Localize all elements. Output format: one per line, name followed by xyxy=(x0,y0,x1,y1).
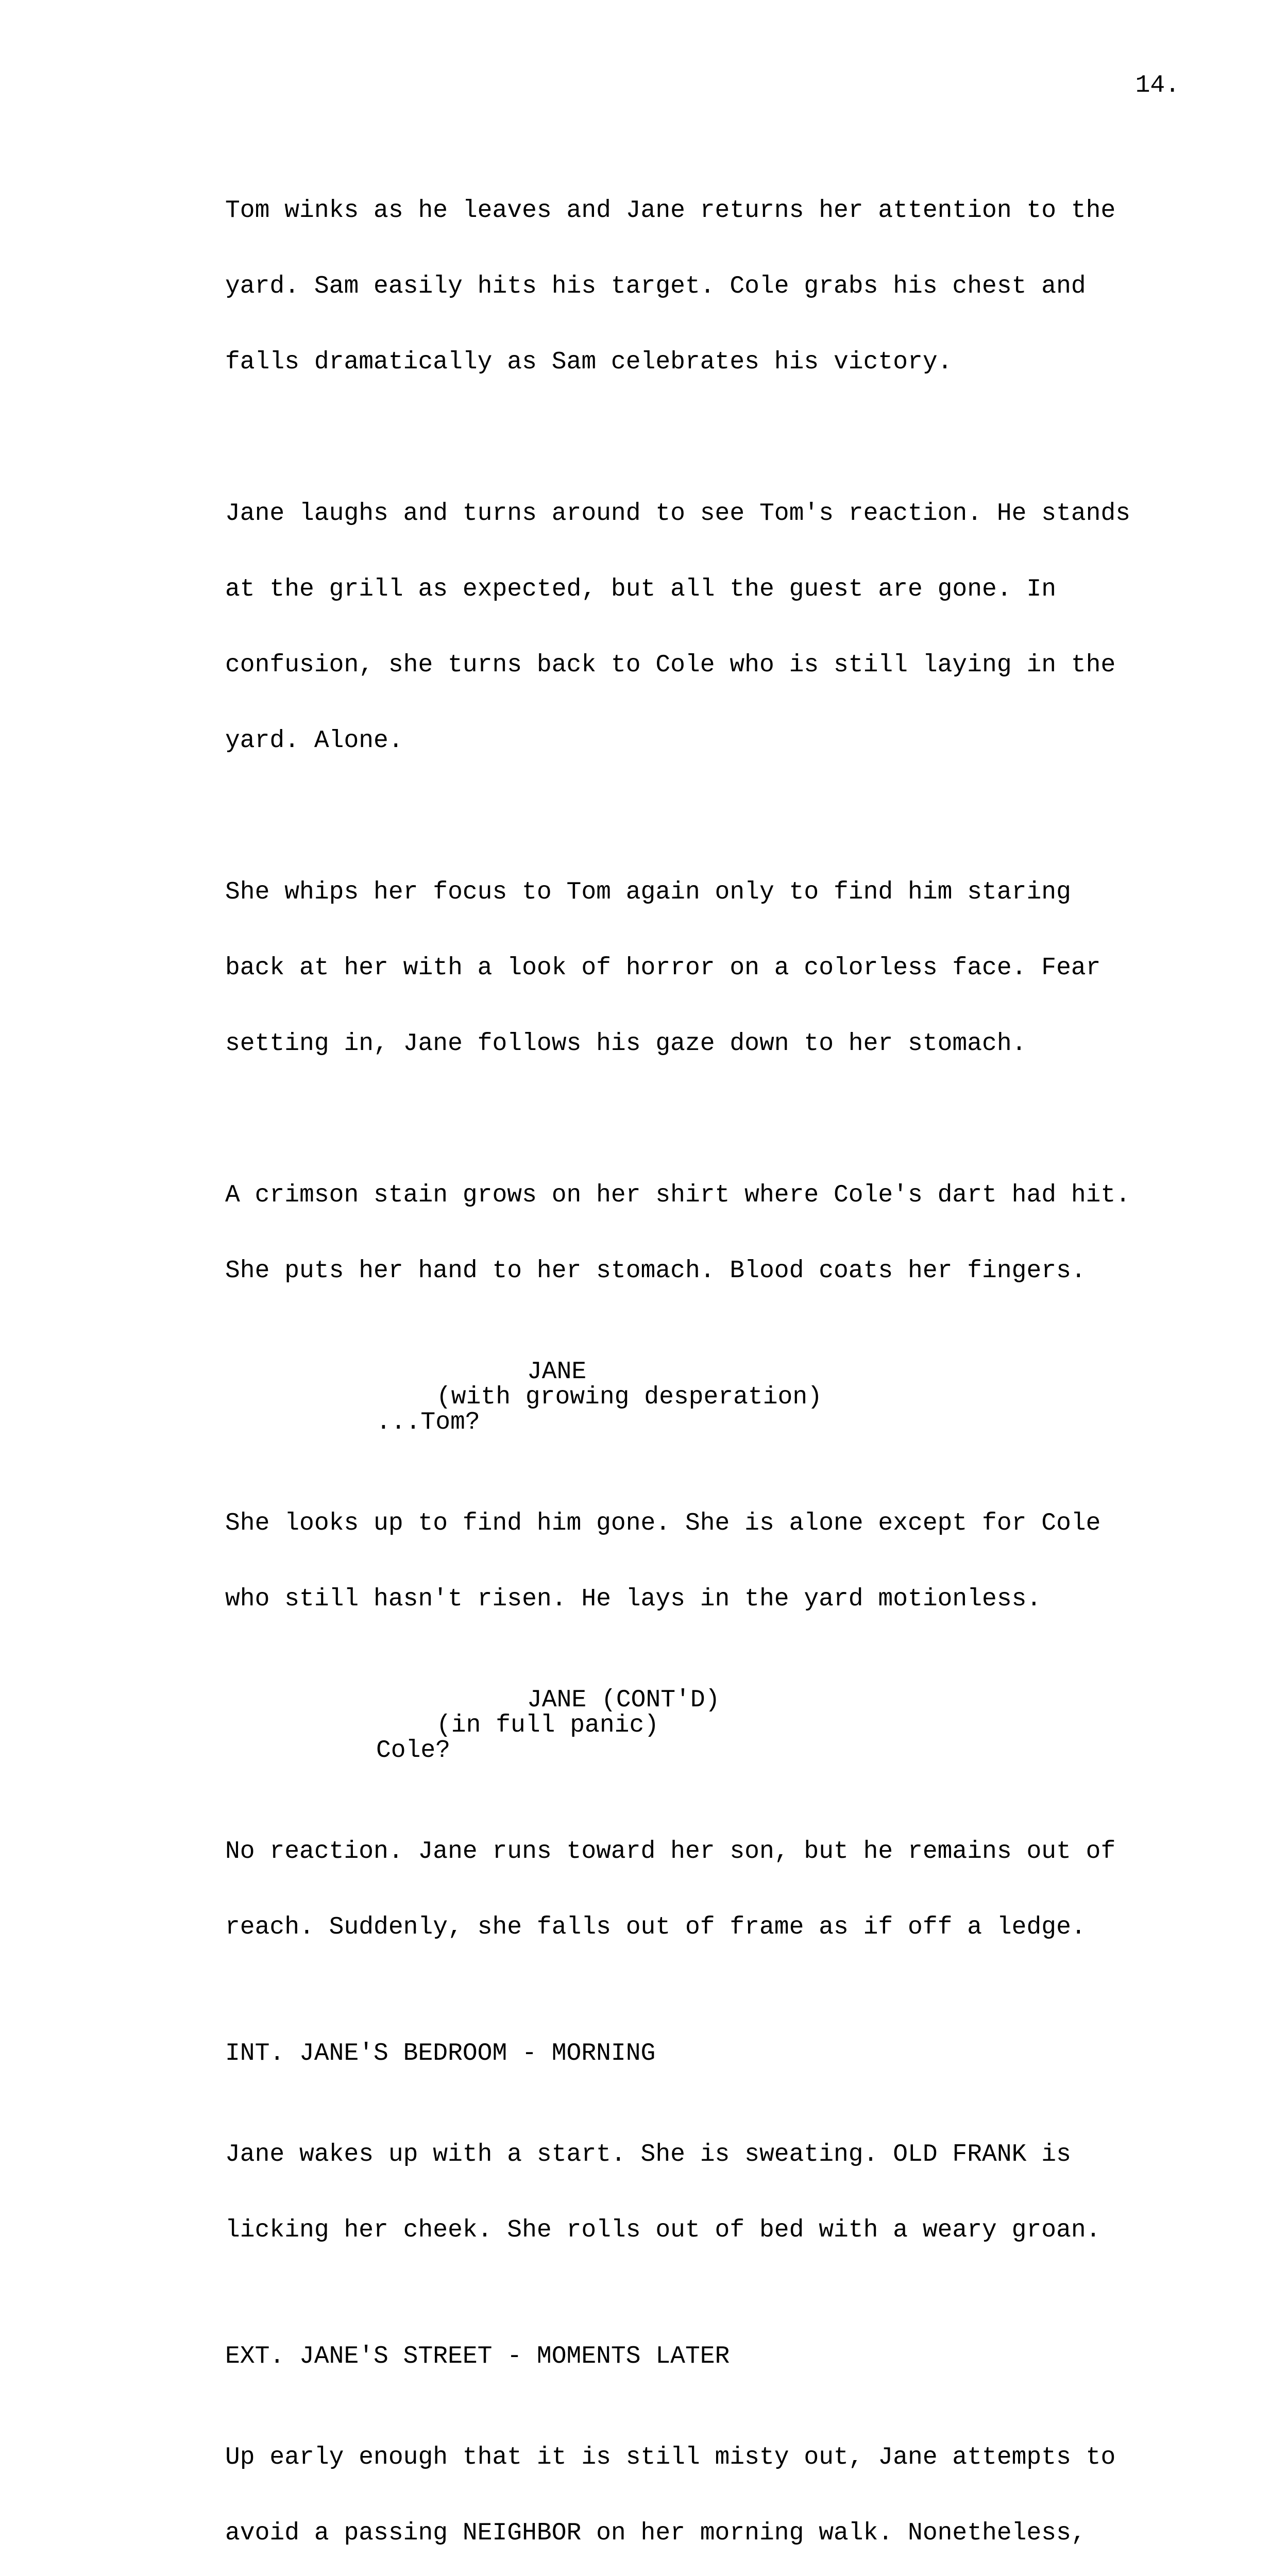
parenthetical: (in full panic) xyxy=(436,1711,659,1739)
action-line: A crimson stain grows on her shirt where Cole's dart had hit. xyxy=(225,1181,1131,1209)
character-name: JANE xyxy=(527,1358,587,1386)
character-name: JANE (CONT'D) xyxy=(527,1686,720,1714)
action-line: avoid a passing NEIGHBOR on her morning walk. Nonetheless, xyxy=(225,2519,1086,2547)
action-line: who still hasn't risen. He lays in the yard motionless. xyxy=(225,1585,1042,1613)
action-paragraph-5 xyxy=(225,1461,1153,1663)
scene-heading: INT. JANE'S BEDROOM - MORNING xyxy=(225,2040,656,2067)
action-paragraph-7 xyxy=(225,2092,1153,2294)
dialogue-line: ...Tom? xyxy=(376,1409,480,1436)
action-line: falls dramatically as Sam celebrates his victory. xyxy=(225,348,953,376)
action-line: She whips her focus to Tom again only to find him staring xyxy=(225,878,1071,906)
action-line: Jane wakes up with a start. She is sweating. OLD FRANK is xyxy=(225,2141,1071,2168)
dialogue-block-1 xyxy=(225,1360,1153,1435)
action-paragraph-1 xyxy=(225,148,1153,426)
action-line: She looks up to find him gone. She is alone except for Cole xyxy=(225,1510,1101,1537)
dialogue-block-2 xyxy=(225,1688,1153,1764)
action-line: Jane laughs and turns around to see Tom's reaction. He stands xyxy=(225,500,1131,528)
dialogue-line: Cole? xyxy=(376,1737,451,1765)
parenthetical: (with growing desperation) xyxy=(436,1383,822,1411)
action-line: yard. Alone. xyxy=(225,727,403,755)
page-number: 14. xyxy=(1135,72,1180,99)
action-paragraph-4 xyxy=(225,1132,1153,1334)
action-line: yard. Sam easily hits his target. Cole grabs his chest and xyxy=(225,273,1086,300)
action-paragraph-2 xyxy=(225,451,1153,804)
action-line: Up early enough that it is still misty out, Jane attempts to xyxy=(225,2444,1116,2471)
action-paragraph-3 xyxy=(225,829,1153,1107)
action-line: at the grill as expected, but all the guest are gone. In xyxy=(225,575,1057,603)
scene-heading: EXT. JANE'S STREET - MOMENTS LATER xyxy=(225,2343,730,2370)
action-paragraph-8 xyxy=(225,2395,1153,2576)
action-line: setting in, Jane follows his gaze down to her stomach. xyxy=(225,1030,1027,1058)
action-line: reach. Suddenly, she falls out of frame as if off a ledge. xyxy=(225,1913,1086,1941)
action-line: licking her cheek. She rolls out of bed with a weary groan. xyxy=(225,2216,1101,2244)
action-line: back at her with a look of horror on a colorless face. Fear xyxy=(225,954,1101,982)
action-line: She puts her hand to her stomach. Blood coats her fingers. xyxy=(225,1257,1086,1285)
action-line: confusion, she turns back to Cole who is still laying in the xyxy=(225,651,1116,679)
script-body xyxy=(225,148,1153,2576)
action-line: Tom winks as he leaves and Jane returns her attention to the xyxy=(225,197,1116,225)
action-paragraph-6 xyxy=(225,1789,1153,1991)
action-line: No reaction. Jane runs toward her son, but he remains out of xyxy=(225,1838,1116,1866)
